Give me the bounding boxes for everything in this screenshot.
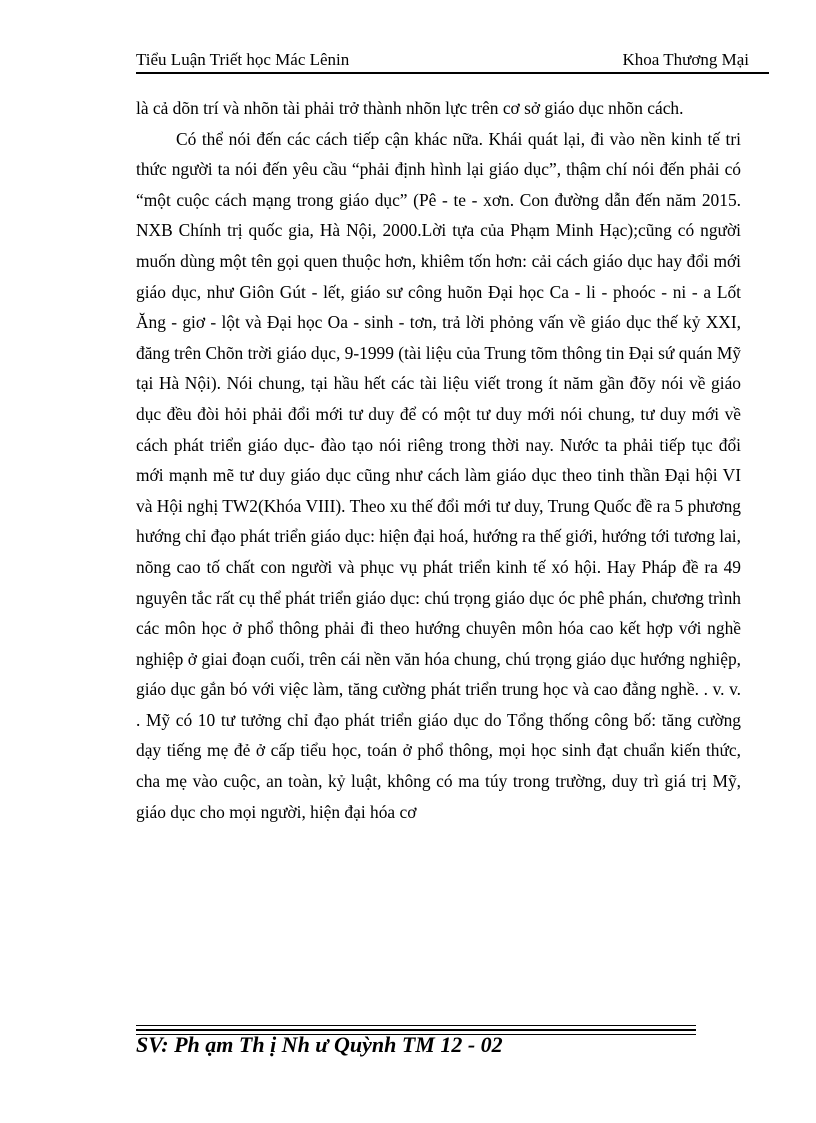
header-faculty: Khoa Thương Mại xyxy=(622,50,749,69)
footer-student-name: SV: Ph ạm Th ị Nh ư Quỳnh TM 12 - 02 xyxy=(136,1032,503,1057)
footer-divider-middle xyxy=(136,1029,696,1031)
footer-divider-top xyxy=(136,1025,696,1026)
paragraph-continuation: là cả dõn trí và nhõn tài phải trở thành nhõn lực trên cơ sở giáo dục nhõn cách. xyxy=(136,98,684,118)
page-header xyxy=(136,48,769,74)
document-body xyxy=(136,93,741,827)
header-divider xyxy=(136,72,769,74)
header-course-title: Tiểu Luận Triết học Mác Lênin xyxy=(136,50,350,69)
paragraph-main: Có thể nói đến các cách tiếp cận khác nữa. Khái quát lại, đi vào nền kinh tế tri thức người ta nói đến yêu cầu “phải định hình lại giáo dục”, thậm chí nói đến phải có “một cuộc cách mạng trong giáo dục” (Pê - te - xơn. Con đường dẫn đến năm 2015. NXB Chính trị quốc gia, Hà Nội, 2000.Lời tựa của Phạm Minh Hạc);cũng có người muốn dùng một tên gọi quen thuộc hơn, khiêm tốn hơn: cải cách giáo dục hay đổi mới giáo dục, như Giôn Gút - lết, giáo sư công huõn Đại học Ca - li - phoóc - ni - a Lốt Ăng - giơ - lột và Đại học Oa - sinh - tơn, trả lời phỏng vấn về giáo dục thế kỷ XXI, đăng trên Chõn trời giáo dục, 9-1999 (tài liệu của Trung tõm thông tin Đại sứ quán Mỹ tại Hà Nội). Nói chung, tại hầu hết các tài liệu viết trong ít năm gần đõy nói về giáo dục đều đòi hỏi phải đổi mới tư duy để có một tư duy mới nói chung, tư duy mới về cách phát triển giáo dục- đào tạo nói riêng trong thời nay. Nước ta phải tiếp tục đổi mới mạnh mẽ tư duy giáo dục cũng như cách làm giáo dục theo tinh thần Đại hội VI và Hội nghị TW2(Khóa VIII). Theo xu thế đổi mới tư duy, Trung Quốc đề ra 5 phương hướng chỉ đạo phát triển giáo dục: hiện đại hoá, hướng ra thế giới, hướng tới tương lai, nõng cao tố chất con người và phục vụ phát triển kinh tế xó hội. Hay Pháp đề ra 49 nguyên tắc rất cụ thể phát triển giáo dục: chú trọng giáo dục óc phê phán, chương trình các môn học ở phổ thông phải đi theo hướng chuyên môn hóa cao kết hợp với nghề nghiệp ở giai đoạn cuối, trên cái nền văn hóa chung, chú trọng giáo dục hướng nghiệp, giáo dục gắn bó với việc làm, tăng cường phát triển trung học và cao đẳng nghề. . v. v. . Mỹ có 10 tư tưởng chỉ đạo phát triển giáo dục do Tổng thống công bố: tăng cường dạy tiếng mẹ đẻ ở cấp tiểu học, toán ở phổ thông, mọi học sinh đạt chuẩn kiến thức, cha mẹ vào cuộc, an toàn, kỷ luật, không có ma túy trong trường, duy trì giá trị Mỹ, giáo dục cho mọi người, hiện đại hóa cơ xyxy=(136,128,742,822)
